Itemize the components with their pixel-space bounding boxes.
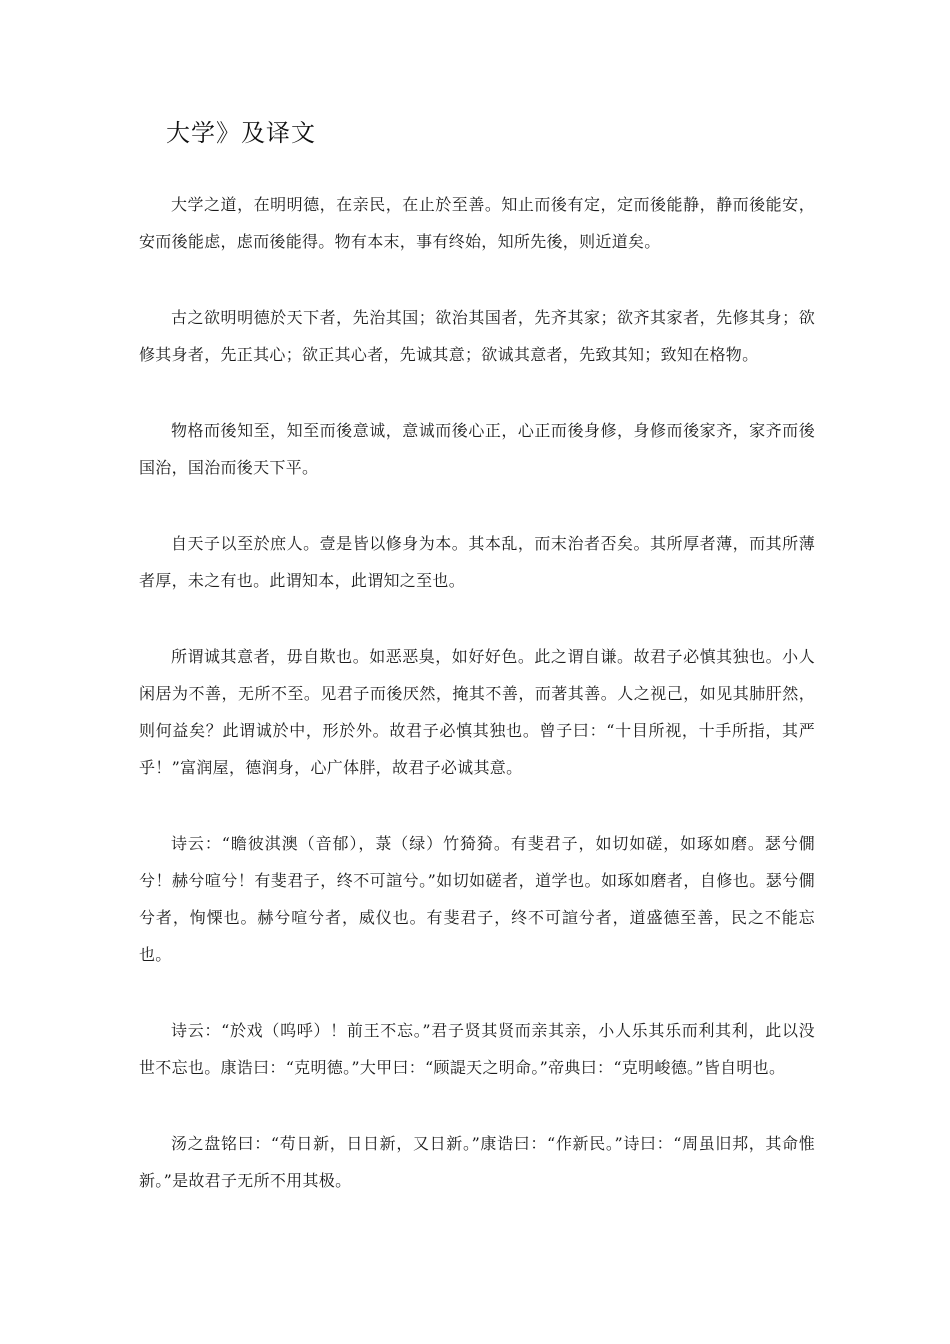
document-title: 大学》及译文: [166, 119, 316, 147]
paragraph-6: 诗云：“瞻彼淇澳（音郁），菉（绿）竹猗猗。有斐君子，如切如磋，如琢如磨。瑟兮僩兮！赫兮喧兮！有斐君子，终不可諠兮。”如切如磋者，道学也。如琢如磨者，自修也。瑟兮僩兮者，恂慄也。赫兮喧兮者，威仪也。有斐君子，终不可諠兮者，道盛德至善，民之不能忘也。: [139, 834, 815, 964]
paragraph-2: 古之欲明明德於天下者，先治其国；欲治其国者，先齐其家；欲齐其家者，先修其身；欲修其身者，先正其心；欲正其心者，先诚其意；欲诚其意者，先致其知；致知在格物。: [139, 308, 815, 364]
paragraph-1: 大学之道，在明明德，在亲民，在止於至善。知止而後有定，定而後能静，静而後能安，安而後能虑，虑而後能得。物有本末，事有终始，知所先後，则近道矣。: [139, 195, 815, 251]
paragraph-8: 汤之盘铭曰：“苟日新，日日新，又日新。”康诰曰：“作新民。”诗曰：“周虽旧邦，其命惟新。”是故君子无所不用其极。: [139, 1134, 815, 1190]
paragraph-3: 物格而後知至，知至而後意诚，意诚而後心正，心正而後身修，身修而後家齐，家齐而後国治，国治而後天下平。: [139, 421, 815, 477]
paragraph-7: 诗云：“於戏（呜呼）！前王不忘。”君子贤其贤而亲其亲，小人乐其乐而利其利，此以没世不忘也。康诰曰：“克明德。”大甲曰：“顾諟天之明命。”帝典曰：“克明峻德。”皆自明也。: [139, 1021, 815, 1077]
paragraph-5: 所谓诚其意者，毋自欺也。如恶恶臭，如好好色。此之谓自谦。故君子必慎其独也。小人闲居为不善，无所不至。见君子而後厌然，掩其不善，而著其善。人之视己，如见其肺肝然，则何益矣？此谓诚於中，形於外。故君子必慎其独也。曾子曰：“十目所视，十手所指，其严乎！”富润屋，德润身，心广体胖，故君子必诚其意。: [139, 647, 815, 777]
paragraph-4: 自天子以至於庶人。壹是皆以修身为本。其本乱，而末治者否矣。其所厚者薄，而其所薄者厚，未之有也。此谓知本，此谓知之至也。: [139, 534, 815, 590]
document-body: [139, 186, 815, 1238]
